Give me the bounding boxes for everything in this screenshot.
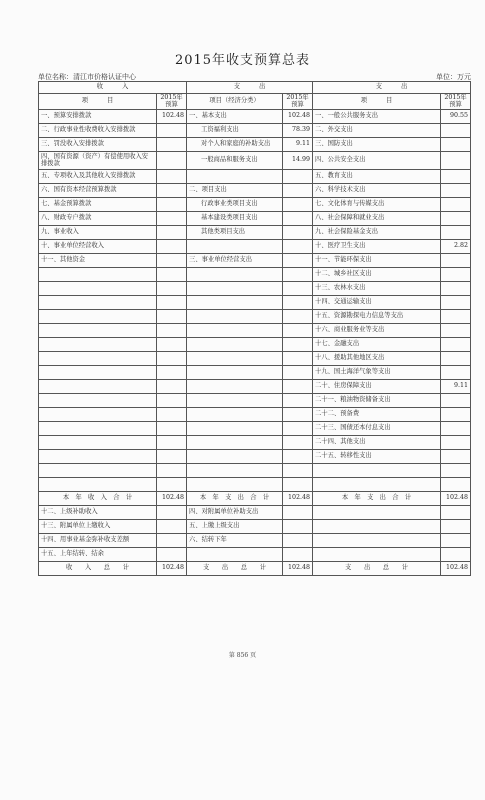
income-item-cell	[39, 268, 157, 282]
income-total-value: 102.48	[157, 562, 187, 576]
income-item-cell	[39, 282, 157, 296]
econ-value-cell	[283, 170, 313, 184]
func-value-cell: 90.55	[441, 110, 471, 124]
income-value-cell	[157, 254, 187, 268]
income-item-cell	[39, 380, 157, 394]
year-total-row	[39, 492, 471, 506]
income-value-cell	[157, 520, 187, 534]
income-item-cell: 二、行政事业性收费收入安排拨款	[39, 124, 157, 138]
income-value-cell: 102.48	[157, 110, 187, 124]
econ-item-cell: 一般商品和服务支出	[187, 152, 283, 170]
income-value-cell	[157, 170, 187, 184]
table-row	[39, 450, 471, 464]
econ-value-cell	[283, 478, 313, 492]
econ-value-cell	[283, 226, 313, 240]
table-row	[39, 124, 471, 138]
econ-item-cell: 对个人和家庭的补助支出	[187, 138, 283, 152]
table-row	[39, 138, 471, 152]
table-row	[39, 170, 471, 184]
income-item-cell: 十一、其他资金	[39, 254, 157, 268]
func-item-cell: 十九、国土海洋气象等支出	[313, 366, 441, 380]
econ-value-cell	[283, 548, 313, 562]
income-value-cell	[157, 464, 187, 478]
income-item-cell	[39, 464, 157, 478]
income-item-cell	[39, 478, 157, 492]
econ-item-header: 项目（经济分类）	[187, 94, 283, 110]
func-value-cell	[441, 506, 471, 520]
func-item-cell: 二十四、其他支出	[313, 436, 441, 450]
income-item-cell	[39, 324, 157, 338]
table-row	[39, 520, 471, 534]
table-row	[39, 464, 471, 478]
func-value-cell	[441, 366, 471, 380]
func-value-cell	[441, 534, 471, 548]
econ-item-cell	[187, 464, 283, 478]
func-value-cell	[441, 254, 471, 268]
econ-item-cell: 工资福利支出	[187, 124, 283, 138]
func-value-cell	[441, 324, 471, 338]
func-value-cell	[441, 198, 471, 212]
func-total-value: 102.48	[441, 562, 471, 576]
func-budget-header: 2015年 预算	[441, 94, 471, 110]
table-header-row	[39, 82, 471, 94]
func-value-cell	[441, 310, 471, 324]
econ-item-cell	[187, 240, 283, 254]
income-total-value: 102.48	[157, 492, 187, 506]
econ-total-label: 本 年 支 出 合 计	[187, 492, 283, 506]
func-value-cell	[441, 450, 471, 464]
table-row	[39, 282, 471, 296]
econ-value-cell	[283, 464, 313, 478]
econ-item-cell	[187, 324, 283, 338]
expense-econ-header: 支 出	[187, 82, 313, 94]
page-number: 第 856 页	[228, 652, 257, 659]
table-row	[39, 506, 471, 520]
econ-budget-header: 2015年 预算	[283, 94, 313, 110]
unit-name-label: 单位名称：清江市价格认证中心	[38, 73, 136, 81]
income-value-cell	[157, 534, 187, 548]
func-value-cell	[441, 548, 471, 562]
income-value-cell	[157, 198, 187, 212]
func-item-cell: 十三、农林水支出	[313, 282, 441, 296]
econ-value-cell	[283, 282, 313, 296]
func-total-label: 本 年 支 出 合 计	[313, 492, 441, 506]
econ-item-cell	[187, 478, 283, 492]
income-total-label: 本 年 收 入 合 计	[39, 492, 157, 506]
econ-value-cell: 14.99	[283, 152, 313, 170]
income-header: 收 入	[39, 82, 187, 94]
func-item-cell: 十二、城乡社区支出	[313, 268, 441, 282]
func-item-cell	[313, 520, 441, 534]
econ-item-cell: 行政事业类项目支出	[187, 198, 283, 212]
table-row	[39, 408, 471, 422]
func-value-cell	[441, 464, 471, 478]
econ-value-cell	[283, 324, 313, 338]
econ-item-cell: 三、事业单位经营支出	[187, 254, 283, 268]
income-value-cell	[157, 352, 187, 366]
func-item-cell: 二十五、转移性支出	[313, 450, 441, 464]
func-item-cell: 五、教育支出	[313, 170, 441, 184]
income-item-cell: 一、预算安排拨款	[39, 110, 157, 124]
income-item-cell: 四、国有资源（资产）有偿使用收入安排拨款	[39, 152, 157, 170]
func-total-label: 支 出 总 计	[313, 562, 441, 576]
grand-total-row	[39, 562, 471, 576]
econ-total-value: 102.48	[283, 562, 313, 576]
table-row	[39, 352, 471, 366]
table-row	[39, 380, 471, 394]
econ-item-cell	[187, 408, 283, 422]
econ-value-cell	[283, 534, 313, 548]
table-row	[39, 212, 471, 226]
table-row	[39, 296, 471, 310]
income-budget-header: 2015年 预算	[157, 94, 187, 110]
econ-value-cell	[283, 268, 313, 282]
func-value-cell	[441, 138, 471, 152]
table-row	[39, 436, 471, 450]
table-row	[39, 366, 471, 380]
table-row	[39, 110, 471, 124]
econ-item-cell	[187, 170, 283, 184]
income-value-cell	[157, 310, 187, 324]
func-item-cell: 十八、援助其他地区支出	[313, 352, 441, 366]
func-item-cell: 二十二、预备费	[313, 408, 441, 422]
econ-item-cell	[187, 296, 283, 310]
income-value-cell	[157, 240, 187, 254]
income-item-cell	[39, 408, 157, 422]
func-value-cell	[441, 520, 471, 534]
econ-value-cell	[283, 338, 313, 352]
table-row	[39, 226, 471, 240]
econ-value-cell	[283, 436, 313, 450]
econ-item-cell: 二、项目支出	[187, 184, 283, 198]
econ-value-cell	[283, 380, 313, 394]
func-value-cell	[441, 394, 471, 408]
func-item-cell	[313, 534, 441, 548]
income-item-cell: 六、国有资本经营预算拨款	[39, 184, 157, 198]
table-row	[39, 324, 471, 338]
income-item-cell: 三、罚没收入安排拨款	[39, 138, 157, 152]
func-value-cell	[441, 338, 471, 352]
income-value-cell	[157, 338, 187, 352]
func-value-cell	[441, 296, 471, 310]
income-item-cell	[39, 296, 157, 310]
income-value-cell	[157, 138, 187, 152]
econ-value-cell	[283, 366, 313, 380]
table-row	[39, 422, 471, 436]
table-row	[39, 184, 471, 198]
func-value-cell	[441, 184, 471, 198]
econ-item-cell: 六、结转下年	[187, 534, 283, 548]
func-item-cell	[313, 548, 441, 562]
econ-value-cell	[283, 506, 313, 520]
func-item-cell: 七、文化体育与传媒支出	[313, 198, 441, 212]
budget-summary-table	[38, 81, 471, 576]
func-item-cell: 十六、商业服务业等支出	[313, 324, 441, 338]
econ-item-cell	[187, 436, 283, 450]
func-item-cell	[313, 464, 441, 478]
table-row	[39, 394, 471, 408]
func-item-cell: 六、科学技术支出	[313, 184, 441, 198]
income-item-cell: 十五、上年结转、结余	[39, 548, 157, 562]
func-item-cell: 二、外交支出	[313, 124, 441, 138]
func-value-cell	[441, 124, 471, 138]
econ-value-cell	[283, 240, 313, 254]
income-value-cell	[157, 436, 187, 450]
econ-value-cell	[283, 212, 313, 226]
func-item-cell: 三、国防支出	[313, 138, 441, 152]
econ-item-cell	[187, 268, 283, 282]
econ-item-cell	[187, 352, 283, 366]
currency-unit-label: 单位：万元	[436, 73, 471, 81]
income-item-cell: 九、事业收入	[39, 226, 157, 240]
econ-item-cell	[187, 548, 283, 562]
income-item-header: 项 目	[39, 94, 157, 110]
econ-value-cell	[283, 184, 313, 198]
income-value-cell	[157, 506, 187, 520]
econ-item-cell	[187, 422, 283, 436]
income-value-cell	[157, 394, 187, 408]
func-item-cell: 二十三、国债还本付息支出	[313, 422, 441, 436]
income-value-cell	[157, 380, 187, 394]
func-item-cell: 四、公共安全支出	[313, 152, 441, 170]
income-item-cell: 七、基金预算拨款	[39, 198, 157, 212]
econ-item-cell	[187, 380, 283, 394]
table-row	[39, 152, 471, 170]
func-item-cell: 八、社会保障和就业支出	[313, 212, 441, 226]
income-item-cell	[39, 310, 157, 324]
income-item-cell: 十二、上级补助收入	[39, 506, 157, 520]
econ-value-cell	[283, 352, 313, 366]
income-value-cell	[157, 408, 187, 422]
func-item-cell: 一、一般公共服务支出	[313, 110, 441, 124]
econ-value-cell	[283, 450, 313, 464]
func-value-cell	[441, 212, 471, 226]
econ-item-cell	[187, 282, 283, 296]
func-item-cell: 十、医疗卫生支出	[313, 240, 441, 254]
income-value-cell	[157, 282, 187, 296]
econ-item-cell	[187, 394, 283, 408]
econ-value-cell	[283, 520, 313, 534]
income-value-cell	[157, 366, 187, 380]
econ-value-cell: 78.39	[283, 124, 313, 138]
func-value-cell	[441, 268, 471, 282]
econ-value-cell	[283, 198, 313, 212]
econ-item-cell: 四、对附属单位补助支出	[187, 506, 283, 520]
func-value-cell	[441, 352, 471, 366]
func-item-cell: 九、社会保险基金支出	[313, 226, 441, 240]
income-item-cell: 十四、用事业基金弥补收支差额	[39, 534, 157, 548]
table-row	[39, 310, 471, 324]
func-item-cell: 二十一、粮油物资储备支出	[313, 394, 441, 408]
econ-value-cell	[283, 296, 313, 310]
income-value-cell	[157, 450, 187, 464]
table-row	[39, 548, 471, 562]
econ-item-cell: 基本建设类项目支出	[187, 212, 283, 226]
func-value-cell	[441, 170, 471, 184]
func-item-cell: 二十、住房保障支出	[313, 380, 441, 394]
income-item-cell	[39, 338, 157, 352]
func-value-cell	[441, 478, 471, 492]
econ-total-value: 102.48	[283, 492, 313, 506]
income-value-cell	[157, 478, 187, 492]
econ-item-cell	[187, 310, 283, 324]
income-item-cell	[39, 422, 157, 436]
income-item-cell: 十、事业单位经营收入	[39, 240, 157, 254]
income-value-cell	[157, 324, 187, 338]
func-item-cell: 十四、交通运输支出	[313, 296, 441, 310]
econ-value-cell	[283, 422, 313, 436]
func-item-cell: 十七、金融支出	[313, 338, 441, 352]
table-row	[39, 198, 471, 212]
func-item-cell: 十五、资源勘探电力信息等支出	[313, 310, 441, 324]
income-value-cell	[157, 124, 187, 138]
table-row	[39, 534, 471, 548]
econ-value-cell: 102.48	[283, 110, 313, 124]
table-row	[39, 240, 471, 254]
econ-total-label: 支 出 总 计	[187, 562, 283, 576]
econ-item-cell	[187, 450, 283, 464]
income-value-cell	[157, 296, 187, 310]
econ-item-cell: 其他类项目支出	[187, 226, 283, 240]
econ-value-cell: 9.11	[283, 138, 313, 152]
func-value-cell	[441, 152, 471, 170]
table-row	[39, 338, 471, 352]
table-row	[39, 268, 471, 282]
econ-value-cell	[283, 394, 313, 408]
income-value-cell	[157, 184, 187, 198]
econ-item-cell: 五、上缴上级支出	[187, 520, 283, 534]
table-subheader-row	[39, 94, 471, 110]
income-value-cell	[157, 212, 187, 226]
econ-value-cell	[283, 408, 313, 422]
income-item-cell	[39, 394, 157, 408]
func-item-cell: 十一、节能环保支出	[313, 254, 441, 268]
func-item-cell	[313, 506, 441, 520]
income-value-cell	[157, 152, 187, 170]
income-item-cell: 十三、附属单位上缴收入	[39, 520, 157, 534]
func-value-cell	[441, 422, 471, 436]
func-value-cell: 9.11	[441, 380, 471, 394]
income-item-cell	[39, 450, 157, 464]
income-total-label: 收 入 总 计	[39, 562, 157, 576]
table-row	[39, 254, 471, 268]
econ-item-cell: 一、基本支出	[187, 110, 283, 124]
income-item-cell	[39, 366, 157, 380]
func-value-cell	[441, 436, 471, 450]
document-title: 2015年收支预算总表	[174, 53, 311, 68]
income-value-cell	[157, 226, 187, 240]
func-value-cell	[441, 226, 471, 240]
func-value-cell	[441, 408, 471, 422]
econ-item-cell	[187, 338, 283, 352]
func-value-cell: 2.82	[441, 240, 471, 254]
econ-value-cell	[283, 254, 313, 268]
func-item-header: 项 目	[313, 94, 441, 110]
func-value-cell	[441, 282, 471, 296]
income-item-cell: 五、专项收入及其他收入安排拨款	[39, 170, 157, 184]
income-value-cell	[157, 548, 187, 562]
table-row	[39, 478, 471, 492]
econ-value-cell	[283, 310, 313, 324]
income-item-cell	[39, 436, 157, 450]
income-item-cell	[39, 352, 157, 366]
income-item-cell: 八、财政专户拨款	[39, 212, 157, 226]
func-item-cell	[313, 478, 441, 492]
income-value-cell	[157, 422, 187, 436]
expense-func-header: 支 出	[313, 82, 471, 94]
econ-item-cell	[187, 366, 283, 380]
func-total-value: 102.48	[441, 492, 471, 506]
income-value-cell	[157, 268, 187, 282]
